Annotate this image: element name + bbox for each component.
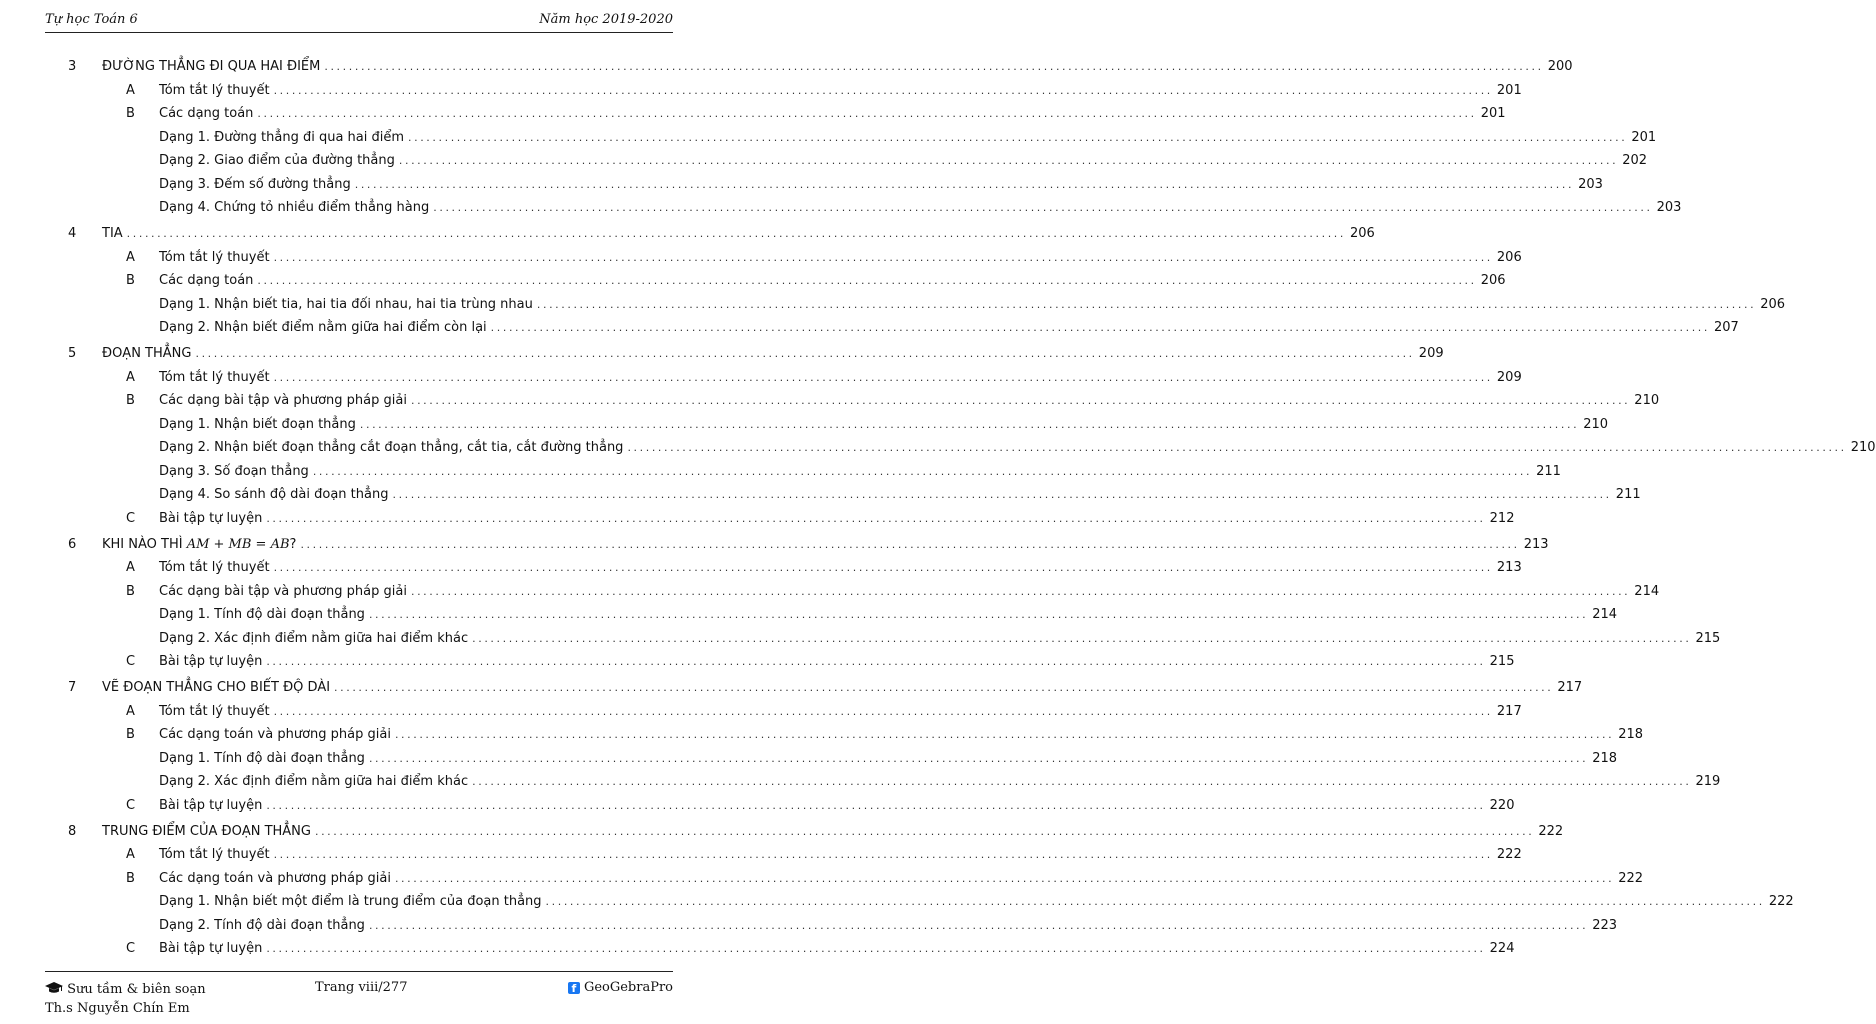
- footer-brand: GeoGebraPro: [583, 980, 673, 995]
- toc-entry-title: [159, 391, 407, 411]
- toc-dot-leader: ........................................................................................................................................................................................................: [490, 321, 1710, 334]
- toc-entry-title: [102, 224, 123, 244]
- toc-dot-leader: ........................................................................................................................................................................................................: [273, 370, 1493, 384]
- toc-entry-page: 222: [1618, 870, 1644, 886]
- toc-entry-title-text: Các dạng toán và phương pháp giải: [159, 727, 391, 742]
- toc-entry-title-suffix: ?: [289, 536, 297, 552]
- toc-entry-level-2[interactable]: [126, 869, 1644, 889]
- header-left: Tự học Toán 6: [45, 12, 138, 27]
- toc-entry-page: 214: [1634, 583, 1660, 599]
- toc-entry-number: C: [126, 941, 136, 956]
- toc-entry-level-3[interactable]: [159, 892, 1794, 912]
- footer-rule: [45, 971, 673, 972]
- page-footer: [45, 980, 673, 1020]
- toc-entry-level-1[interactable]: [68, 224, 1375, 244]
- toc-entry-title-text: Các dạng bài tập và phương pháp giải: [159, 393, 407, 408]
- toc-entry-page: 222: [1496, 847, 1522, 862]
- toc-entry-number: 8: [68, 823, 77, 839]
- toc-entry-level-2[interactable]: [126, 81, 1522, 101]
- toc-entry-title-text: Dạng 1. Nhận biết tia, hai tia đối nhau, hai tia trùng nhau: [159, 296, 533, 312]
- footer-author-credit: Sưu tầm & biên soạn: [67, 982, 206, 997]
- toc-entry-page: 219: [1695, 774, 1721, 789]
- toc-entry-number: A: [126, 560, 135, 575]
- toc-entry-page: 201: [1480, 106, 1506, 121]
- toc-entry-title: [159, 772, 468, 792]
- toc-entry-number: A: [126, 703, 135, 719]
- toc-entry-page: 223: [1592, 917, 1618, 933]
- toc-entry-page: 222: [1768, 894, 1794, 909]
- toc-entry-page: 222: [1538, 823, 1564, 839]
- toc-entry-title-text: TRUNG ĐIỂM CỦA ĐOẠN THẲNG: [102, 823, 311, 839]
- toc-dot-leader: ........................................................................................................................................................................................................: [472, 631, 1692, 645]
- toc-dot-leader: ........................................................................................................................................................................................................: [359, 417, 1580, 431]
- toc-entry-page: 213: [1496, 560, 1522, 575]
- toc-entry-title-text: ĐOẠN THẲNG: [102, 346, 192, 361]
- toc-entry-title: [159, 128, 404, 148]
- toc-entry-title-text: Tóm tắt lý thuyết: [159, 82, 270, 98]
- toc-entry-number: C: [126, 510, 136, 526]
- toc-entry-title: [159, 845, 270, 865]
- toc-entry-title-text: Bài tập tự luyện: [159, 510, 263, 526]
- toc-entry-title: [159, 175, 351, 195]
- toc-entry-title-text: Dạng 1. Tính độ dài đoạn thẳng: [159, 750, 365, 766]
- footer-author-name: Th.s Nguyễn Chín Em: [45, 1001, 190, 1016]
- toc-entry-page: 201: [1631, 129, 1657, 145]
- toc-entry-level-2[interactable]: [126, 104, 1506, 124]
- toc-entry-number: B: [126, 727, 135, 742]
- toc-entry-title-text: Tóm tắt lý thuyết: [159, 847, 270, 862]
- toc-entry-page: 210: [1634, 393, 1660, 408]
- toc-entry-title-text: Dạng 2. Tính độ dài đoạn thẳng: [159, 917, 365, 933]
- toc-entry-page: 206: [1760, 296, 1786, 312]
- toc-entry-title: [102, 57, 320, 77]
- toc-entry-level-3[interactable]: [159, 151, 1648, 171]
- toc-entry-level-3[interactable]: [159, 485, 1641, 505]
- toc-entry-page: 206: [1350, 226, 1375, 241]
- toc-entry-level-2[interactable]: [126, 796, 1515, 816]
- toc-dot-leader: ........................................................................................................................................................................................................: [536, 297, 1757, 311]
- toc-entry-page: 206: [1496, 249, 1522, 265]
- toc-entry-level-3[interactable]: [159, 128, 1657, 148]
- footer-right: [568, 980, 673, 995]
- toc-entry-title-text: KHI NÀO THÌ: [102, 536, 187, 552]
- toc-entry-title: [102, 344, 191, 364]
- toc-entry-title-text: Dạng 1. Tính độ dài đoạn thẳng: [159, 607, 365, 622]
- toc-entry-level-3[interactable]: [159, 415, 1609, 435]
- toc-entry-page: 218: [1618, 727, 1644, 742]
- toc-entry-title: [159, 318, 487, 338]
- toc-entry-title-text: Các dạng toán: [159, 106, 254, 121]
- toc-entry-number: B: [126, 393, 135, 408]
- toc-entry-title-text: Tóm tắt lý thuyết: [159, 560, 270, 575]
- toc-entry-level-3[interactable]: [159, 318, 1739, 338]
- toc-entry-level-2[interactable]: [126, 845, 1522, 865]
- toc-entry-number: 5: [68, 346, 77, 361]
- toc-dot-leader: ........................................................................................................................................................................................................: [195, 347, 1415, 360]
- toc-entry-page: 217: [1557, 680, 1583, 695]
- toc-entry-title-text: TIA: [102, 226, 123, 241]
- toc-entry-title: [159, 749, 365, 769]
- toc-entry-title: [159, 892, 542, 912]
- toc-entry-page: 202: [1622, 153, 1648, 168]
- toc-entry-level-2[interactable]: [126, 652, 1515, 672]
- toc-entry-page: 209: [1418, 346, 1444, 361]
- toc-dot-leader: ........................................................................................................................................................................................................: [273, 704, 1493, 718]
- toc-entry-level-3[interactable]: [159, 605, 1618, 625]
- toc-entry-page: 213: [1523, 536, 1549, 552]
- toc-entry-page: 211: [1615, 487, 1641, 502]
- toc-entry-level-2[interactable]: [126, 725, 1644, 745]
- header-rule: [45, 32, 673, 33]
- toc-dot-leader: ........................................................................................................................................................................................................: [300, 537, 1520, 551]
- toc-entry-level-2[interactable]: [126, 248, 1522, 268]
- toc-dot-leader: ........................................................................................................................................................................................................: [257, 107, 1477, 120]
- toc-entry-number: 6: [68, 536, 77, 552]
- toc-entry-level-2[interactable]: [126, 391, 1660, 411]
- toc-entry-level-3[interactable]: [159, 629, 1721, 649]
- toc-dot-leader: ........................................................................................................................................................................................................: [545, 895, 1765, 908]
- toc-entry-page: 206: [1480, 273, 1506, 288]
- toc-entry-level-2[interactable]: [126, 368, 1522, 388]
- toc-entry-number: B: [126, 870, 135, 886]
- toc-entry-number: A: [126, 369, 135, 385]
- toc-dot-leader: ........................................................................................................................................................................................................: [324, 60, 1544, 73]
- toc-entry-level-3[interactable]: [159, 295, 1786, 315]
- toc-entry-number: C: [126, 797, 136, 813]
- toc-dot-leader: ........................................................................................................................................................................................................: [368, 608, 1589, 621]
- toc-entry-title-text: Dạng 4. Chứng tỏ nhiều điểm thẳng hàng: [159, 200, 430, 215]
- toc-entry-page: 209: [1496, 369, 1522, 385]
- toc-entry-page: 210: [1583, 416, 1609, 432]
- toc-entry-title-text: Bài tập tự luyện: [159, 941, 263, 956]
- toc-entry-page: 215: [1695, 630, 1721, 646]
- toc-entry-title: [159, 916, 365, 936]
- toc-entry-title-text: Tóm tắt lý thuyết: [159, 249, 270, 265]
- toc-entry-title-text: Dạng 1. Đường thẳng đi qua hai điểm: [159, 129, 405, 145]
- toc-entry-number: B: [126, 106, 135, 121]
- toc-entry-title-text: Dạng 2. Nhận biết điểm nằm giữa hai điểm còn lại: [159, 320, 487, 335]
- toc-entry-title: [159, 198, 429, 218]
- toc-entry-page: 220: [1489, 797, 1515, 813]
- toc-dot-leader: ........................................................................................................................................................................................................: [273, 561, 1493, 574]
- toc-entry-page: 215: [1489, 654, 1515, 669]
- toc-dot-leader: ........................................................................................................................................................................................................: [394, 728, 1615, 741]
- toc-entry-title-text: Các dạng bài tập và phương pháp giải: [159, 583, 407, 599]
- toc-entry-title: [159, 415, 356, 435]
- toc-dot-leader: ........................................................................................................................................................................................................: [368, 751, 1589, 765]
- toc-entry-title: [159, 652, 262, 672]
- toc-entry-title: [159, 104, 253, 124]
- toc-entry-title: [159, 271, 253, 291]
- toc-dot-leader: ........................................................................................................................................................................................................: [266, 655, 1486, 668]
- toc-entry-number: B: [126, 583, 135, 599]
- toc-entry-title: [159, 939, 262, 959]
- toc-entry-title-text: Các dạng toán và phương pháp giải: [159, 870, 391, 886]
- toc-entry-page: 224: [1489, 941, 1515, 956]
- toc-entry-title: [102, 535, 296, 555]
- toc-dot-leader: ........................................................................................................................................................................................................: [410, 584, 1631, 598]
- toc-entry-level-1[interactable]: [68, 535, 1549, 555]
- toc-entry-title: [159, 462, 309, 482]
- toc-entry-title-text: Dạng 2. Xác định điểm nằm giữa hai điểm khác: [159, 774, 469, 789]
- toc-entry-title-text: Dạng 3. Số đoạn thẳng: [159, 463, 309, 479]
- toc-entry-level-3[interactable]: [159, 462, 1561, 482]
- header-right: Năm học 2019-2020: [539, 12, 673, 27]
- toc-entry-page: 201: [1496, 82, 1522, 98]
- toc-entry-title: [159, 702, 270, 722]
- toc-entry-level-2[interactable]: [126, 939, 1515, 959]
- toc-dot-leader: ........................................................................................................................................................................................................: [314, 824, 1535, 838]
- toc-entry-level-2[interactable]: [126, 582, 1660, 602]
- toc-entry-number: 4: [68, 226, 77, 241]
- toc-entry-title-text: ĐƯỜNG THẲNG ĐI QUA HAI ĐIỂM: [102, 59, 321, 74]
- toc-entry-title-text: Các dạng toán: [159, 273, 254, 288]
- toc-entry-level-2[interactable]: [126, 558, 1522, 578]
- toc-entry-level-3[interactable]: [159, 198, 1682, 218]
- toc-entry-level-3[interactable]: [159, 438, 1876, 458]
- toc-entry-title: [159, 248, 270, 268]
- toc-entry-number: 3: [68, 59, 77, 74]
- toc-entry-title: [159, 582, 407, 602]
- toc-entry-level-3[interactable]: [159, 749, 1618, 769]
- toc-entry-page: 210: [1850, 440, 1876, 455]
- toc-dot-leader: ........................................................................................................................................................................................................: [368, 918, 1589, 932]
- toc-entry-title: [159, 629, 468, 649]
- toc-entry-number: B: [126, 273, 135, 288]
- toc-entry-title-text: Dạng 3. Đếm số đường thẳng: [159, 176, 351, 192]
- toc-dot-leader: ........................................................................................................................................................................................................: [392, 488, 1612, 501]
- toc-dot-leader: ........................................................................................................................................................................................................: [433, 201, 1653, 214]
- toc-entry-title: [102, 822, 311, 842]
- toc-entry-level-1[interactable]: [68, 822, 1564, 842]
- toc-entry-title-text: Dạng 4. So sánh độ dài đoạn thẳng: [159, 487, 389, 502]
- toc-entry-title-text: Dạng 1. Nhận biết đoạn thẳng: [159, 416, 356, 432]
- toc-dot-leader: ........................................................................................................................................................................................................: [266, 942, 1486, 955]
- toc-entry-title-text: Bài tập tự luyện: [159, 797, 263, 813]
- toc-entry-page: 214: [1592, 607, 1618, 622]
- toc-entry-title: [159, 605, 365, 625]
- page-header: [45, 12, 673, 30]
- toc-entry-page: 200: [1547, 59, 1573, 74]
- toc-dot-leader: ........................................................................................................................................................................................................: [354, 177, 1575, 191]
- toc-entry-title: [159, 81, 270, 101]
- toc-entry-number: C: [126, 654, 136, 669]
- toc-entry-level-1[interactable]: [68, 678, 1583, 698]
- toc-entry-math: AM + MB = AB: [186, 536, 290, 552]
- facebook-icon: f: [568, 982, 580, 994]
- toc-entry-number: 7: [68, 680, 77, 695]
- toc-entry-page: 212: [1489, 510, 1515, 526]
- toc-entry-title-text: VẼ ĐOẠN THẲNG CHO BIẾT ĐỘ DÀI: [102, 680, 331, 695]
- page-number: Trang viii/277: [315, 980, 408, 995]
- toc-entry-page: 207: [1714, 320, 1739, 335]
- toc-entry-title-text: Tóm tắt lý thuyết: [159, 703, 270, 719]
- toc-entry-number: A: [126, 249, 135, 265]
- toc-entry-title-text: Dạng 2. Giao điểm của đường thẳng: [159, 153, 395, 168]
- toc-entry-title-text: Dạng 1. Nhận biết một điểm là trung điểm của đoạn thẳng: [159, 894, 542, 909]
- toc-entry-title-text: Dạng 2. Xác định điểm nằm giữa hai điểm khác: [159, 630, 469, 646]
- toc-entry-title-text: Dạng 2. Nhận biết đoạn thẳng cắt đoạn thẳng, cắt tia, cắt đường thẳng: [159, 440, 624, 455]
- toc-dot-leader: ........................................................................................................................................................................................................: [410, 394, 1631, 407]
- toc-dot-leader: ........................................................................................................................................................................................................: [273, 83, 1493, 97]
- toc-entry-page: 203: [1578, 176, 1603, 192]
- toc-dot-leader: ........................................................................................................................................................................................................: [627, 441, 1847, 454]
- toc-dot-leader: ........................................................................................................................................................................................................: [394, 871, 1615, 885]
- toc-entry-page: 203: [1656, 200, 1682, 215]
- toc-entry-title: [159, 725, 391, 745]
- toc-dot-leader: ........................................................................................................................................................................................................: [266, 798, 1486, 812]
- toc-dot-leader: ........................................................................................................................................................................................................: [257, 274, 1477, 287]
- toc-entry-title: [159, 438, 623, 458]
- toc-entry-title: [102, 678, 330, 698]
- graduation-cap-icon: [45, 982, 63, 994]
- toc-entry-title-text: Bài tập tự luyện: [159, 654, 263, 669]
- toc-entry-level-2[interactable]: [126, 509, 1515, 529]
- toc-entry-title: [159, 869, 391, 889]
- toc-dot-leader: ........................................................................................................................................................................................................: [126, 227, 1346, 240]
- toc-dot-leader: ........................................................................................................................................................................................................: [398, 154, 1619, 167]
- toc-entry-level-3[interactable]: [159, 175, 1603, 195]
- toc-entry-title: [159, 558, 270, 578]
- toc-dot-leader: ........................................................................................................................................................................................................: [312, 464, 1533, 478]
- toc-entry-level-1[interactable]: [68, 57, 1573, 77]
- toc-entry-page: 217: [1496, 703, 1522, 719]
- toc-entry-title: [159, 368, 270, 388]
- toc-entry-number: A: [126, 847, 135, 862]
- toc-entry-title: [159, 295, 533, 315]
- toc-entry-page: 218: [1592, 750, 1618, 766]
- toc-dot-leader: ........................................................................................................................................................................................................: [408, 130, 1628, 144]
- toc-entry-level-2[interactable]: [126, 271, 1506, 291]
- toc-entry-title: [159, 509, 262, 529]
- toc-entry-title: [159, 796, 262, 816]
- toc-dot-leader: ........................................................................................................................................................................................................: [472, 775, 1692, 788]
- toc-entry-number: A: [126, 82, 135, 98]
- toc-entry-level-3[interactable]: [159, 916, 1618, 936]
- toc-entry-level-1[interactable]: [68, 344, 1444, 364]
- toc-dot-leader: ........................................................................................................................................................................................................: [266, 511, 1486, 525]
- toc-entry-title: [159, 151, 395, 171]
- toc-entry-level-2[interactable]: [126, 702, 1522, 722]
- footer-left: [45, 980, 206, 1018]
- toc-entry-title: [159, 485, 388, 505]
- toc-dot-leader: ........................................................................................................................................................................................................: [273, 848, 1493, 861]
- toc-dot-leader: ........................................................................................................................................................................................................: [273, 250, 1493, 264]
- toc-dot-leader: ........................................................................................................................................................................................................: [334, 681, 1554, 694]
- toc-entry-level-3[interactable]: [159, 772, 1721, 792]
- toc-entry-page: 211: [1536, 463, 1561, 479]
- toc-entry-title-text: Tóm tắt lý thuyết: [159, 369, 270, 385]
